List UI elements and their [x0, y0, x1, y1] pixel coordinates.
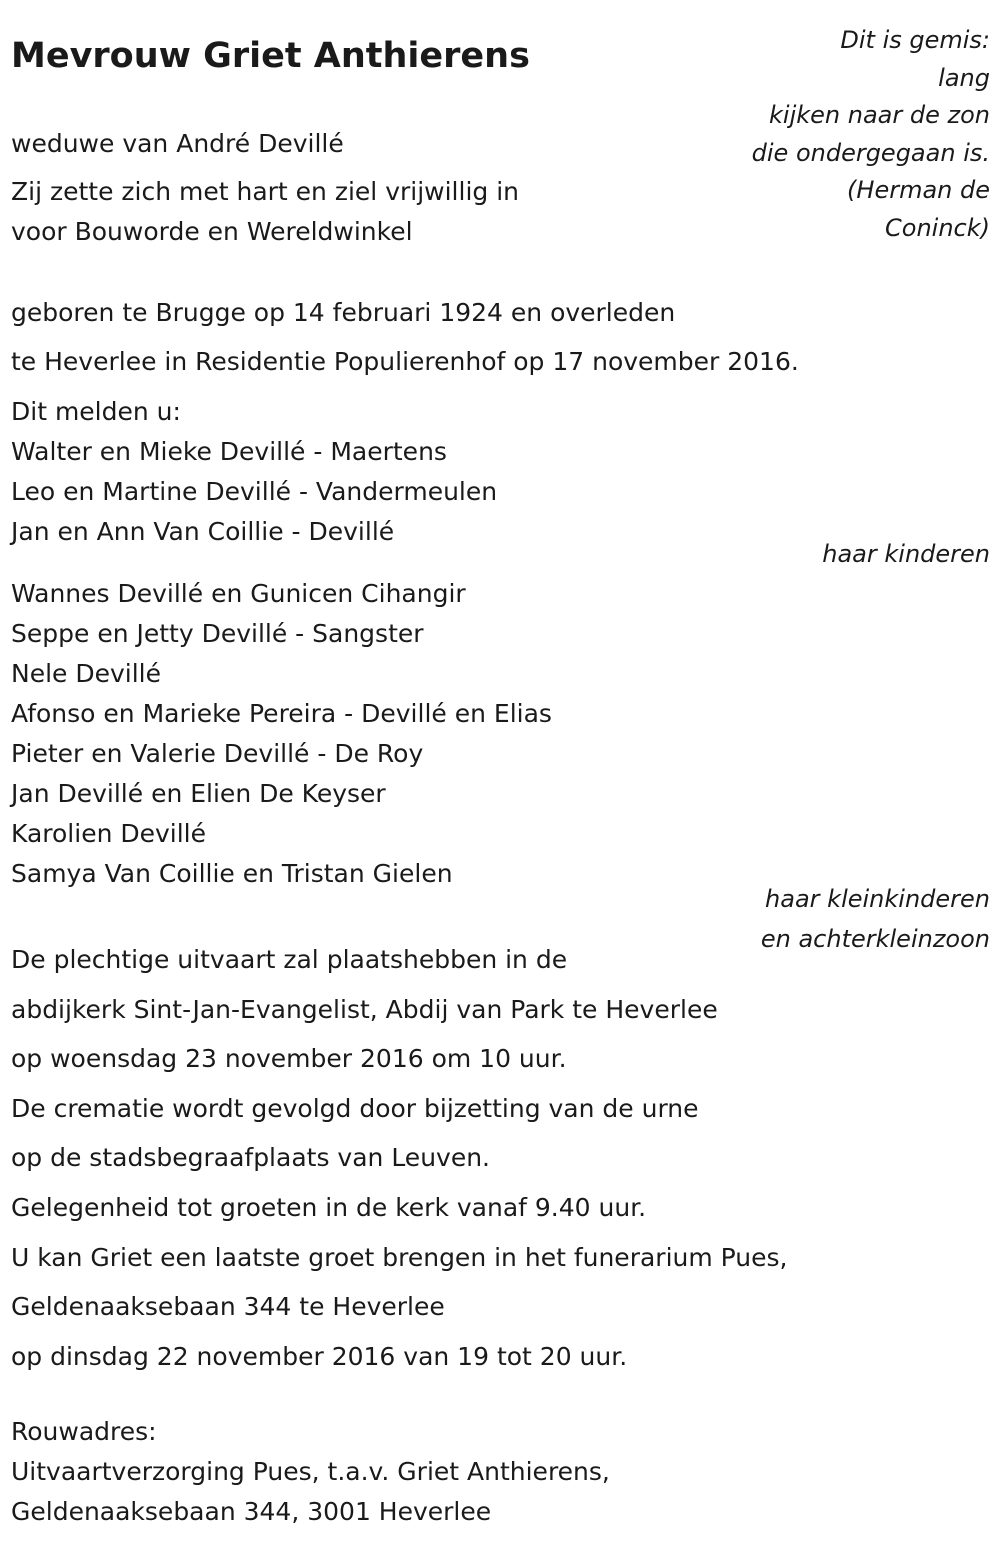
ceremony-line: U kan Griet een laatste groet brengen in het funerarium Pues,	[11, 1242, 788, 1272]
grandchild-entry: Seppe en Jetty Devillé - Sangster	[11, 619, 424, 648]
engagement-line: voor Bouworde en Wereldwinkel	[11, 217, 413, 246]
poem-line: Dit is gemis:	[840, 26, 990, 54]
grandchild-entry: Afonso en Marieke Pereira - Devillé en Elias	[11, 699, 552, 728]
announce-intro: Dit melden u:	[11, 397, 181, 426]
death-line: te Heverlee in Residentie Populierenhof op 17 november 2016.	[11, 347, 799, 376]
grandchildren-label	[761, 879, 990, 959]
grandchild-entry: Samya Van Coillie en Tristan Gielen	[11, 859, 453, 888]
poem-line: kijken naar de zon	[769, 101, 990, 129]
birth-line: geboren te Brugge op 14 februari 1924 en overleden	[11, 298, 676, 327]
children-label: haar kinderen	[822, 540, 990, 568]
ceremony-line: op de stadsbegraafplaats van Leuven.	[11, 1143, 491, 1173]
child-entry: Walter en Mieke Devillé - Maertens	[11, 437, 447, 466]
grandchild-entry: Pieter en Valerie Devillé - De Roy	[11, 739, 424, 768]
grandchild-entry: Jan Devillé en Elien De Keyser	[11, 779, 386, 808]
grandchild-entry: Nele Devillé	[11, 659, 161, 688]
poem-line: (Herman de	[847, 176, 990, 204]
address-line: Uitvaartverzorging Pues, t.a.v. Griet Anthierens,	[11, 1457, 610, 1486]
grandchild-entry: Karolien Devillé	[11, 819, 207, 848]
ceremony-line: Gelegenheid tot groeten in de kerk vanaf 9.40 uur.	[11, 1192, 647, 1222]
announce-block	[11, 392, 497, 552]
engagement-line: Zij zette zich met hart en ziel vrijwillig in	[11, 177, 519, 206]
child-entry: Leo en Martine Devillé - Vandermeulen	[11, 477, 498, 506]
ceremony-line: De crematie wordt gevolgd door bijzetting van de urne	[11, 1093, 699, 1123]
grandchildren-list	[11, 574, 552, 894]
address-line: Geldenaaksebaan 344, 3001 Heverlee	[11, 1497, 492, 1526]
ceremony-line: Geldenaaksebaan 344 te Heverlee	[11, 1292, 445, 1322]
grandchild-entry: Wannes Devillé en Gunicen Cihangir	[11, 579, 466, 608]
page-title: Mevrouw Griet Anthierens	[11, 36, 530, 76]
poem-line: die ondergegaan is.	[751, 138, 990, 167]
engagement-text	[11, 172, 519, 252]
ceremony-line: De plechtige uitvaart zal plaatshebben in de	[11, 945, 568, 974]
poem-quote	[752, 22, 990, 247]
grandchildren-label-line: haar kleinkinderen	[765, 885, 990, 913]
poem-line: Coninck)	[885, 213, 990, 242]
ceremony-line: op dinsdag 22 november 2016 van 19 tot 20 uur.	[11, 1341, 628, 1371]
ceremony-line: op woensdag 23 november 2016 om 10 uur.	[11, 1044, 567, 1074]
address-label: Rouwadres:	[11, 1417, 157, 1446]
grandchildren-label-line: en achterkleinzoon	[760, 925, 990, 953]
address-block	[11, 1412, 610, 1532]
child-entry: Jan en Ann Van Coillie - Devillé	[11, 517, 395, 546]
ceremony-block	[11, 935, 788, 1381]
poem-line: lang	[938, 63, 990, 92]
subtitle-widow: weduwe van André Devillé	[11, 129, 344, 158]
ceremony-line: abdijkerk Sint-Jan-Evangelist, Abdij van Park te Heverlee	[11, 994, 718, 1024]
